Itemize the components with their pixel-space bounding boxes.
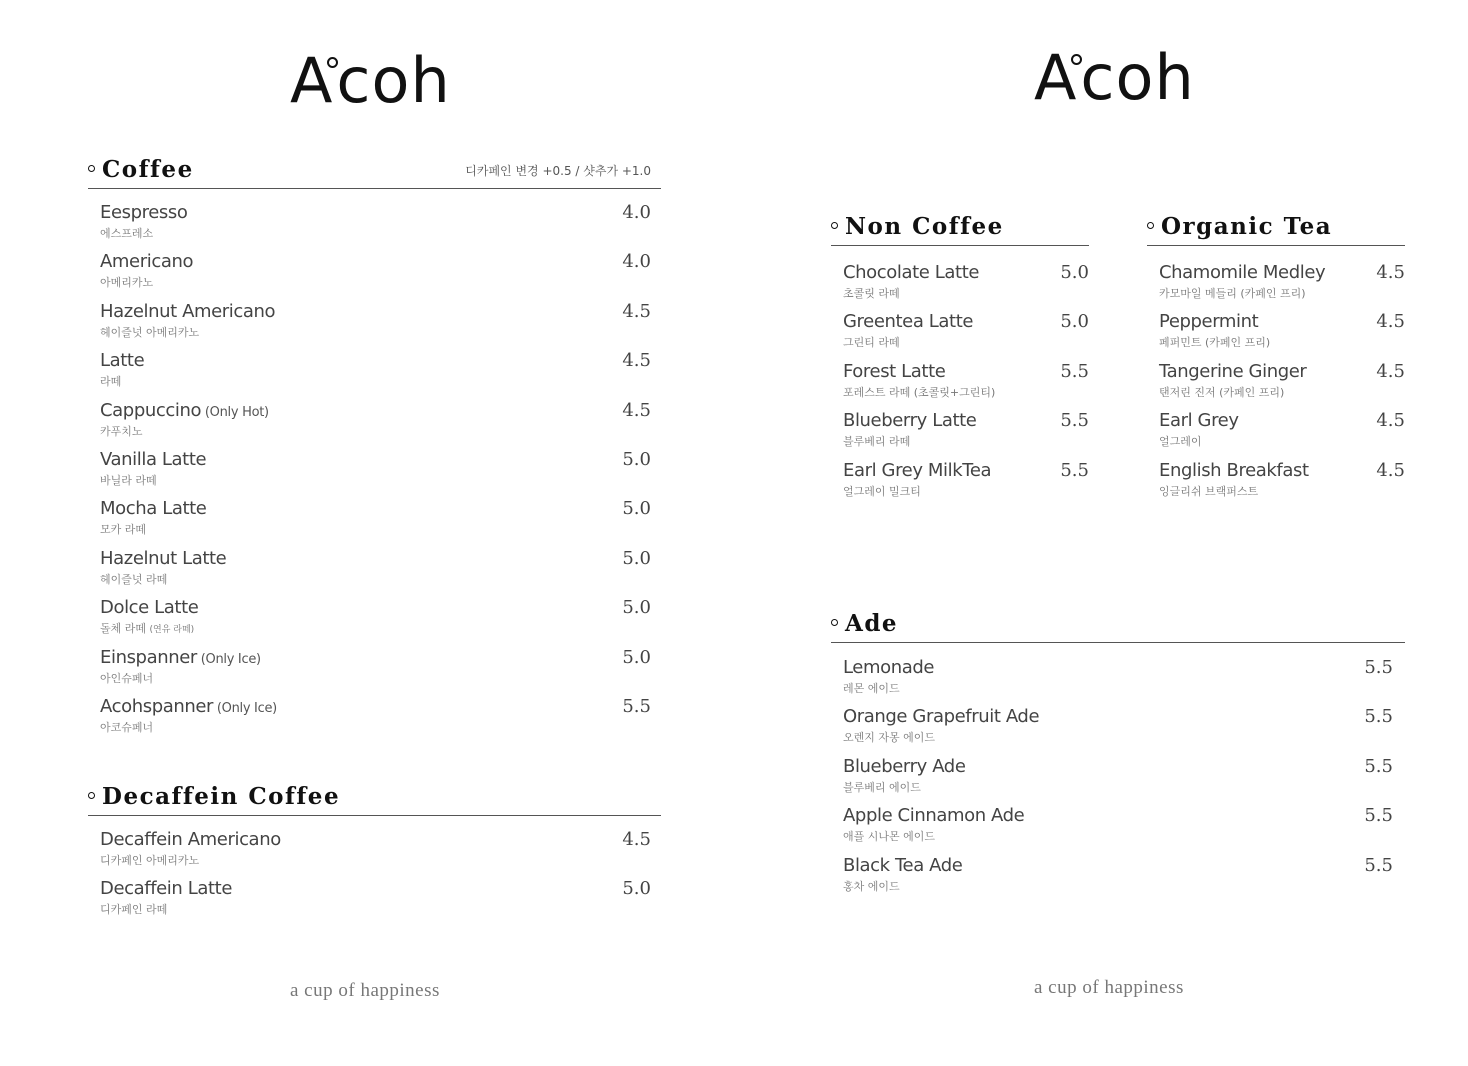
item-name: Forest Latte xyxy=(843,360,946,382)
menu-item xyxy=(831,410,1089,459)
menu-item xyxy=(831,361,1089,410)
item-price: 5.0 xyxy=(622,597,651,619)
item-price: 4.5 xyxy=(622,300,651,322)
item-price: 5.5 xyxy=(1060,410,1089,432)
item-name: Tangerine Ginger xyxy=(1159,360,1307,382)
item-price: 5.0 xyxy=(622,547,651,569)
section-header xyxy=(831,606,1405,643)
menu-item xyxy=(1147,262,1405,311)
tagline: a cup of happiness xyxy=(290,980,440,1001)
item-name: Blueberry Ade xyxy=(843,755,966,777)
menu-item xyxy=(88,548,661,597)
menu-item xyxy=(831,805,1405,854)
item-korean-name: 애플 시나몬 에이드 xyxy=(843,830,936,844)
item-name: Peppermint xyxy=(1159,311,1259,333)
item-korean-name: 얼그레이 밀크티 xyxy=(843,484,921,498)
item-price: 4.5 xyxy=(1376,410,1405,432)
item-korean-name: 블루베리 에이드 xyxy=(843,780,921,794)
item-price: 4.5 xyxy=(1376,459,1405,481)
ade-item-list xyxy=(831,643,1405,904)
logo-text-prefix: A xyxy=(290,44,334,117)
item-name: Acohspanner (Only Ice) xyxy=(100,695,277,717)
menu-item xyxy=(1147,410,1405,459)
item-name: Blueberry Latte xyxy=(843,410,977,432)
section-title: Ade xyxy=(845,610,899,637)
section-title: Decaffein Coffee xyxy=(102,783,341,810)
item-korean-name: 얼그레이 xyxy=(1159,435,1202,449)
logo-text-prefix: A xyxy=(1034,41,1078,114)
item-price: 4.5 xyxy=(622,399,651,421)
item-korean-name: 에스프레소 xyxy=(100,227,154,240)
item-name: Decaffein Latte xyxy=(100,878,232,900)
item-price: 4.5 xyxy=(622,350,651,372)
item-korean-name: 잉글리쉬 브랙퍼스트 xyxy=(1159,484,1259,498)
decaffein-item-list xyxy=(88,816,661,928)
item-korean-name: 라떼 xyxy=(100,375,122,389)
ade-section xyxy=(831,606,1405,904)
menu-item xyxy=(831,460,1089,509)
item-korean-name: 디카페인 아메리카노 xyxy=(100,854,200,867)
menu-item xyxy=(831,756,1405,805)
non-coffee-section xyxy=(831,209,1089,509)
item-korean-name: 디카페인 라떼 xyxy=(100,903,168,917)
item-name: Americano xyxy=(100,251,194,273)
item-price: 5.5 xyxy=(1060,360,1089,382)
item-name: Hazelnut Latte xyxy=(100,547,227,569)
item-name: Earl Grey xyxy=(1159,410,1239,432)
menu-item xyxy=(88,829,661,878)
menu-page-right xyxy=(734,0,1468,1066)
menu-item xyxy=(88,696,661,745)
item-name: Cappuccino (Only Hot) xyxy=(100,399,269,421)
item-name: Latte xyxy=(100,350,145,372)
item-korean-name: 홍차 에이드 xyxy=(843,879,900,893)
item-name: Dolce Latte xyxy=(100,597,199,619)
item-korean-name: 아코슈페너 xyxy=(100,720,154,734)
item-korean-name: 헤이즐넛 라떼 xyxy=(100,572,168,586)
item-price: 5.0 xyxy=(1060,262,1089,283)
bullet-circle-icon xyxy=(831,222,838,229)
menu-item xyxy=(1147,460,1405,509)
item-price: 5.5 xyxy=(1364,805,1393,827)
menu-item xyxy=(831,706,1405,755)
coffee-item-list xyxy=(88,189,661,745)
item-price: 5.0 xyxy=(1060,311,1089,333)
item-price: 5.5 xyxy=(1364,657,1393,678)
organic-tea-item-list xyxy=(1147,246,1405,509)
menu-item xyxy=(88,350,661,399)
menu-item xyxy=(88,202,661,251)
logo-text-suffix: coh xyxy=(1080,41,1195,114)
item-price: 5.0 xyxy=(622,646,651,668)
acoh-logo xyxy=(1034,41,1195,114)
menu-item xyxy=(88,449,661,498)
item-name: Orange Grapefruit Ade xyxy=(843,706,1040,728)
item-korean-name: 블루베리 라떼 xyxy=(843,435,911,449)
item-name: Vanilla Latte xyxy=(100,448,207,470)
item-name: Earl Grey MilkTea xyxy=(843,459,992,481)
item-name: Chocolate Latte xyxy=(843,262,980,283)
item-price: 5.5 xyxy=(1364,706,1393,728)
item-price: 4.5 xyxy=(622,829,651,850)
item-price: 4.5 xyxy=(1376,360,1405,382)
menu-item xyxy=(88,251,661,300)
acoh-logo xyxy=(290,44,451,117)
menu-item xyxy=(831,262,1089,311)
item-name: Einspanner (Only Ice) xyxy=(100,646,261,668)
item-price: 4.5 xyxy=(1376,262,1405,283)
item-price: 4.0 xyxy=(622,202,651,223)
coffee-section xyxy=(88,152,661,745)
bullet-circle-icon xyxy=(1147,222,1154,229)
item-korean-name: 바닐라 라떼 xyxy=(100,473,157,487)
item-name: Eespresso xyxy=(100,202,188,223)
menu-item xyxy=(831,855,1405,904)
menu-item xyxy=(88,647,661,696)
menu-item xyxy=(1147,361,1405,410)
non-coffee-item-list xyxy=(831,246,1089,509)
menu-item xyxy=(88,301,661,350)
item-name: Chamomile Medley xyxy=(1159,262,1326,283)
item-price: 5.5 xyxy=(1364,755,1393,777)
item-korean-name: 탠저린 진저 (카페인 프리) xyxy=(1159,385,1285,399)
section-title: Organic Tea xyxy=(1161,213,1333,240)
section-header xyxy=(1147,209,1405,246)
item-korean-name: 그린티 라떼 xyxy=(843,336,900,350)
menu-item xyxy=(88,498,661,547)
decaffein-section xyxy=(88,779,661,928)
section-header xyxy=(831,209,1089,246)
item-price: 5.5 xyxy=(1364,854,1393,876)
item-korean-name: 카모마일 메들리 (카페인 프리) xyxy=(1159,287,1306,300)
item-name: Greentea Latte xyxy=(843,311,974,333)
bullet-circle-icon xyxy=(88,165,95,172)
menu-item xyxy=(88,597,661,646)
item-korean-name: 카푸치노 xyxy=(100,424,143,438)
item-price: 5.5 xyxy=(622,695,651,717)
item-price: 4.0 xyxy=(622,251,651,273)
tagline: a cup of happiness xyxy=(1034,977,1184,998)
section-header xyxy=(88,779,661,816)
item-name: Hazelnut Americano xyxy=(100,300,276,322)
menu-item xyxy=(88,400,661,449)
item-name: Apple Cinnamon Ade xyxy=(843,805,1025,827)
section-title: Coffee xyxy=(102,156,194,183)
item-korean-name: 헤이즐넛 아메리카노 xyxy=(100,325,200,339)
section-note: 디카페인 변경 +0.5 / 샷추가 +1.0 xyxy=(465,164,651,178)
item-korean-name: 오렌지 자몽 에이드 xyxy=(843,731,936,745)
menu-item xyxy=(1147,311,1405,360)
section-title: Non Coffee xyxy=(845,213,1004,240)
section-header xyxy=(88,152,661,189)
item-korean-name: 레몬 에이드 xyxy=(843,682,900,695)
item-name: Black Tea Ade xyxy=(843,854,963,876)
menu-item xyxy=(88,878,661,927)
organic-tea-section xyxy=(1147,209,1405,509)
item-price: 5.5 xyxy=(1060,459,1089,481)
item-price: 5.0 xyxy=(622,448,651,470)
item-korean-name: 페퍼민트 (카페인 프리) xyxy=(1159,336,1271,350)
item-korean-name: 아메리카노 xyxy=(100,276,154,290)
logo-text-suffix: coh xyxy=(336,44,451,117)
item-price: 5.0 xyxy=(622,878,651,900)
item-price: 4.5 xyxy=(1376,311,1405,333)
item-name: Mocha Latte xyxy=(100,498,207,520)
item-price: 5.0 xyxy=(622,498,651,520)
item-korean-name: 포레스트 라떼 (초콜릿+그린티) xyxy=(843,385,996,399)
item-korean-name: 아인슈페너 xyxy=(100,671,154,685)
bullet-circle-icon xyxy=(831,619,838,626)
item-korean-name: 모카 라떼 xyxy=(100,523,147,537)
item-name: Lemonade xyxy=(843,657,935,678)
menu-item xyxy=(831,657,1405,706)
item-korean-name: 돌체 라떼 (연유 라떼) xyxy=(100,622,195,636)
item-name: English Breakfast xyxy=(1159,459,1309,481)
item-name: Decaffein Americano xyxy=(100,829,281,850)
menu-item xyxy=(831,311,1089,360)
bullet-circle-icon xyxy=(88,792,95,799)
item-korean-name: 초콜릿 라떼 xyxy=(843,287,900,300)
